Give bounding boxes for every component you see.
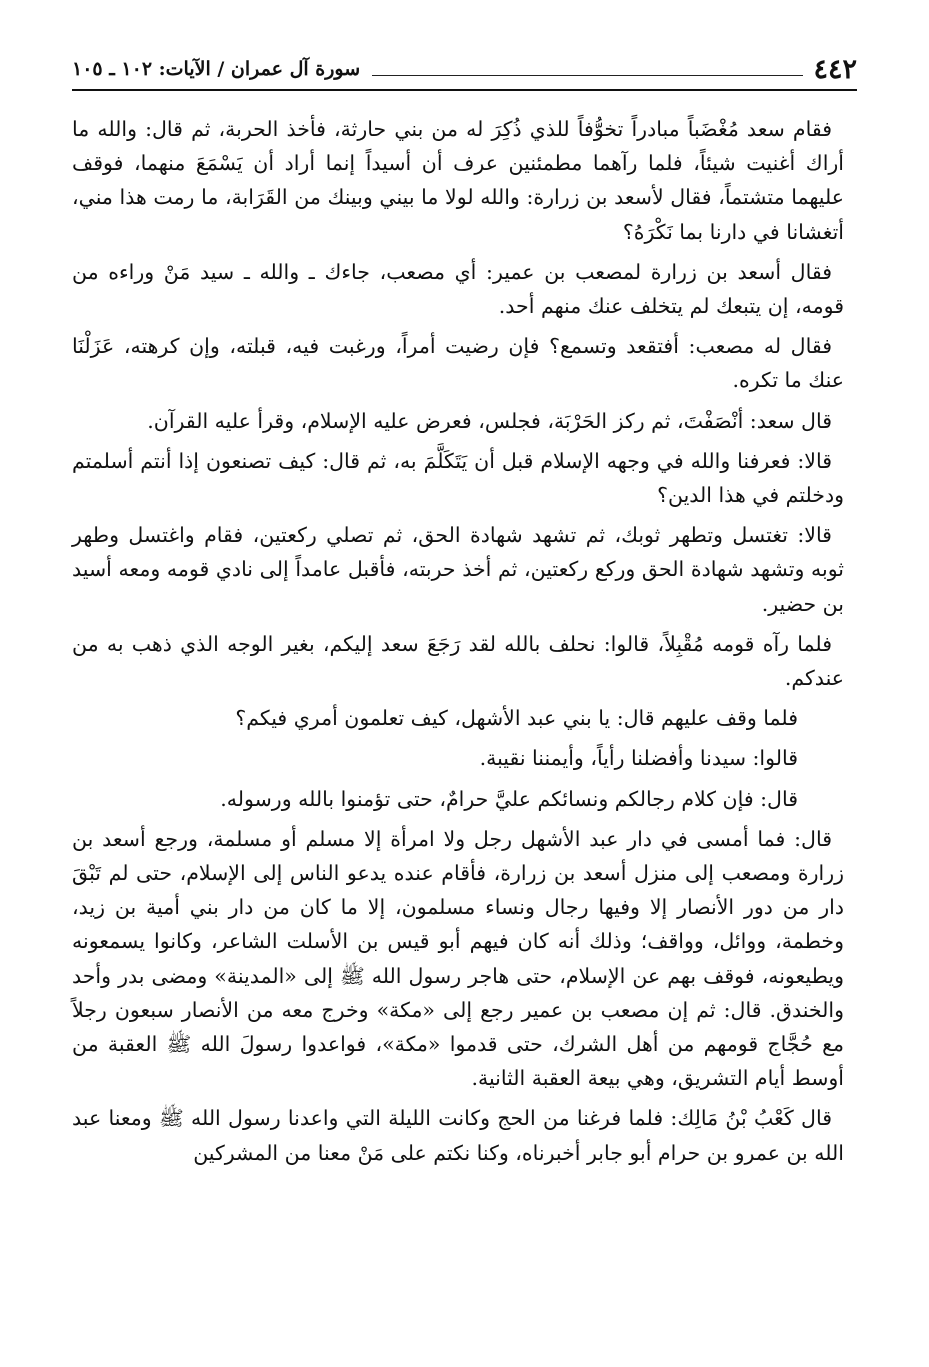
header-rule: [372, 75, 803, 76]
paragraph: قال كَعْبُ بْنُ مَالِك: فلما فرغنا من الحج وكانت الليلة التي واعدنا رسول الله ﷺ ومعنا عبد الله بن عمرو بن حرام أبو جابر أخبرناه، وكنا نكتم على مَنْ معنا من المشركين: [72, 1106, 844, 1165]
header-divider: [72, 89, 857, 91]
paragraph: قال: فما أمسى في دار عبد الأشهل رجل ولا امرأة إلا مسلم أو مسلمة، ورجع أسعد بن زرارة ومصعب إلى منزل أسعد بن زرارة، فأقام عنده يدعو الناس إلى الإسلام، حتى لم تَبْقَ دار من دور الأنصار إلا وفيها رجال ونساء مسلمون، إلا ما كان من دار بني أمية بن زيد، وخطمة، ووائل، وواقف؛ وذلك أنه كان فيهم أبو قيس بن الأسلت الشاعر، وكانوا يسمعونه ويطيعونه، فوقف بهم عن الإسلام، حتى هاجر رسول الله ﷺ إلى «المدينة» ومضى بدر وأحد والخندق. قال: ثم إن مصعب بن عمير رجع إلى «مكة» وخرج معه من الأنصار سبعون رجلاً مع حُجَّاج قومهم من أهل الشرك، حتى قدموا «مكة»، فواعدوا رسولَ الله ﷺ العقبة من أوسط أيام التشريق، وهي بيعة العقبة الثانية.: [72, 826, 844, 1091]
paragraph: فقام سعد مُغْضَباً مبادراً تخوُّفاً للذي ذُكِرَ له من بني حارثة، فأخذ الحربة، ثم قال: والله ما أراك أغنيت شيئاً، فلما رآهما مطمئنين عرف أن أسيداً إنما أراد أن يَسْمَعَ منهما، فوقف عليهما متشتماً، فقال لأسعد بن زرارة: والله لولا ما بيني وبينك من القَرَابة، ما رمت هذا مني، أتغشانا في دارنا بما نَكْرَهُ؟: [72, 117, 844, 244]
paragraph: قالا: فعرفنا والله في وجهه الإسلام قبل أن يَتَكَلَّمَ به، ثم قال: كيف تصنعون إذا أنتم أسلمتم ودخلتم في هذا الدين؟: [72, 448, 844, 508]
paragraph: قالوا: سيدنا وأفضلنا رأياً، وأيمننا نقيبة.: [479, 746, 798, 771]
page-number: ٤٤٢: [813, 53, 857, 85]
paragraph: فلما رآه قومه مُقْبِلاً، قالوا: نحلف بالله لقد رَجَعَ سعد إليكم، بغير الوجه الذي ذهب به من عندكم.: [72, 631, 844, 691]
paragraph: فقال أسعد بن زرارة لمصعب بن عمير: أي مصعب، جاءك ـ والله ـ سيد مَنْ وراءه من قومه، إن يتبعك لم يتخلف عنك منهم أحد.: [72, 259, 844, 319]
running-title: سورة آل عمران / الآيات: ١٠٢ ـ ١٠٥: [72, 58, 361, 80]
page-header: [72, 54, 857, 84]
page-body: [72, 112, 844, 1176]
paragraph: قال: فإن كلام رجالكم ونسائكم عليَّ حرامٌ، حتى تؤمنوا بالله ورسوله.: [220, 786, 798, 811]
paragraph: قالا: تغتسل وتطهر ثوبك، ثم تشهد شهادة الحق، ثم تصلي ركعتين، فقام واغتسل وطهر ثوبه وتشهد شهادة الحق وركع ركعتين، ثم أخذ حربته، فأقبل عامداً إلى نادي قومه ومعه أسيد بن حضير.: [72, 523, 844, 616]
paragraph: فقال له مصعب: أفتقعد وتسمع؟ فإن رضيت أمراً، ورغبت فيه، قبلته، وإن كرهته، عَزَلْنَا عنك ما تكره.: [72, 334, 844, 393]
paragraph: قال سعد: أنْصَفْتَ، ثم ركز الحَرْبَة، فجلس، فعرض عليه الإسلام، وقرأ عليه القرآن.: [147, 408, 832, 433]
paragraph: فلما وقف عليهم قال: يا بني عبد الأشهل، كيف تعلمون أمري فيكم؟: [235, 706, 798, 731]
